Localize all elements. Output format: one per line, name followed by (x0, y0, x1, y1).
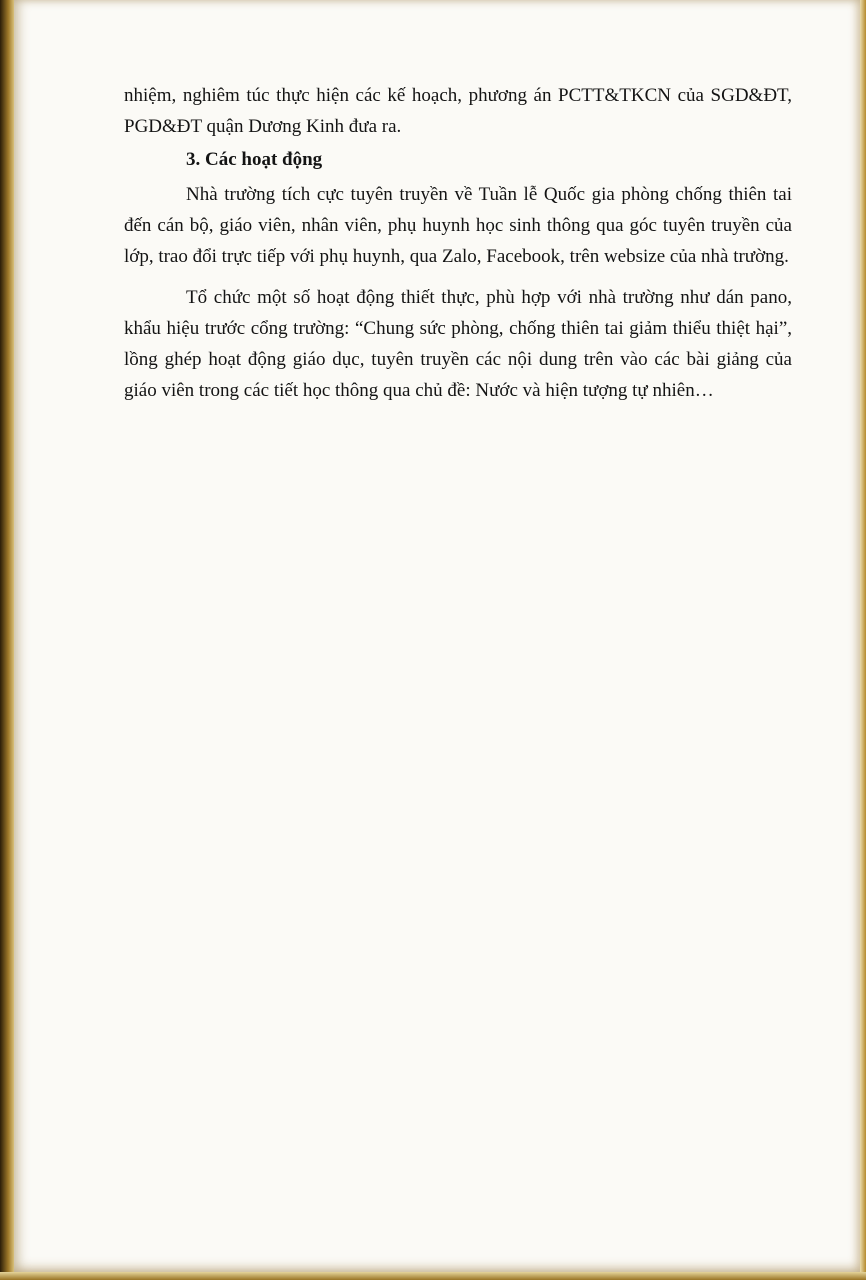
page-right-edge (860, 0, 866, 1280)
paragraph-propaganda: Nhà trường tích cực tuyên truyền về Tuần lễ Quốc gia phòng chống thiên tai đến cán bộ, giáo viên, nhân viên, phụ huynh học sinh thông qua góc tuyên truyền của lớp, trao đổi trực tiếp với phụ huynh, qua Zalo, Facebook, trên websize của nhà trường. (124, 184, 792, 267)
section-heading: 3. Các hoạt động (186, 149, 323, 170)
paragraph-activities: Tổ chức một số hoạt động thiết thực, phù hợp với nhà trường như dán pano, khẩu hiệu trước cổng trường: “Chung sức phòng, chống thiên tai giảm thiểu thiệt hại”, lồng ghép hoạt động giáo dục, tuyên truyền các nội dung trên vào các bài giảng của giáo viên trong các tiết học thông qua chủ đề: Nước và hiện tượng tự nhiên… (124, 287, 792, 401)
page-bottom-edge (0, 1272, 866, 1280)
paragraph-continuation: nhiệm, nghiêm túc thực hiện các kế hoạch, phương án PCTT&TKCN của SGD&ĐT, PGD&ĐT quận Dương Kinh đưa ra. (124, 85, 792, 137)
page-left-edge-shadow (0, 0, 14, 1280)
document-body (124, 80, 792, 406)
